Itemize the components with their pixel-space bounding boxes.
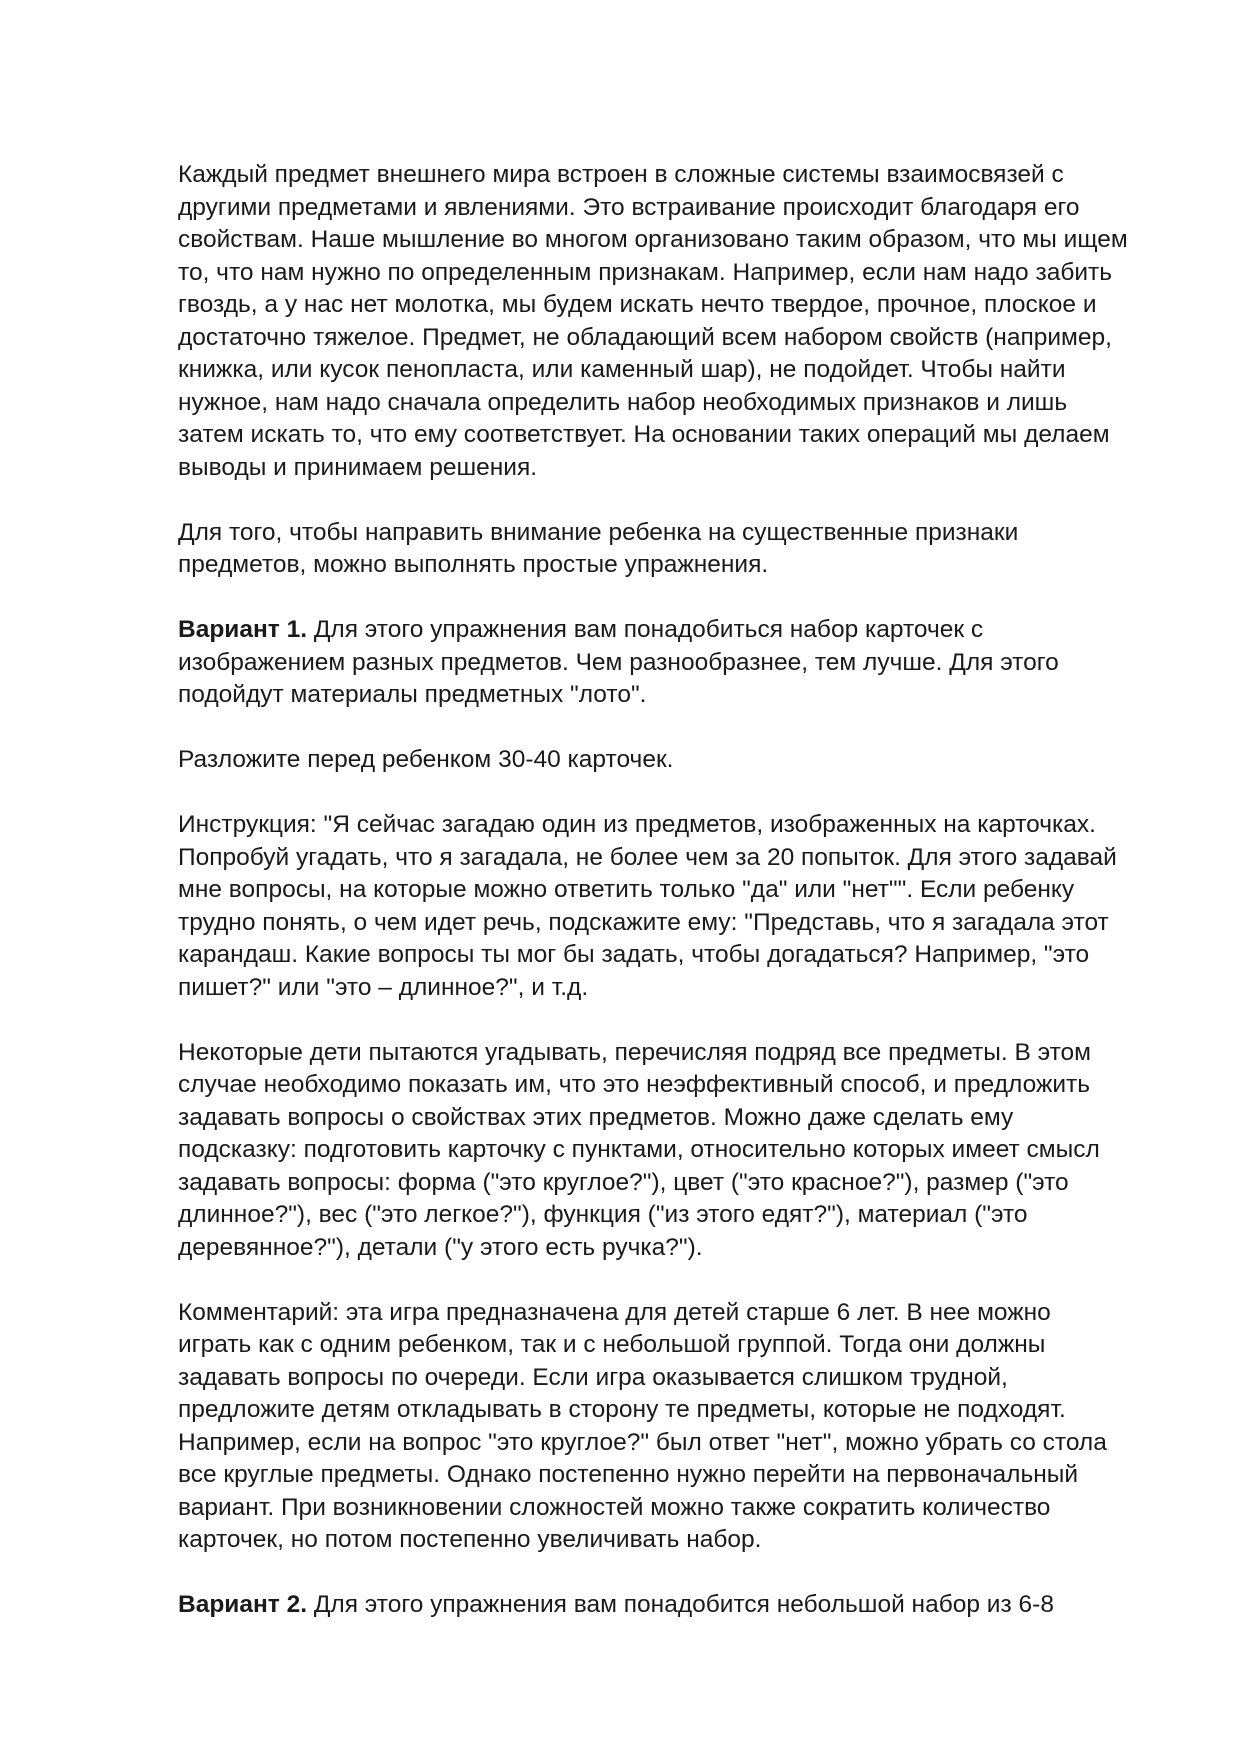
text-line: задавать вопросы по очереди. Если игра оказывается слишком трудной,: [178, 1363, 1008, 1391]
paragraph-spacer: [178, 777, 1168, 810]
text-run: Для этого упражнения вам понадобиться набор карточек с: [307, 616, 984, 643]
text-line: задавать вопросы о свойствах этих предметов. Можно даже сделать ему: [178, 1103, 1014, 1131]
text-line: карандаш. Какие вопросы ты мог бы задать, чтобы догадаться? Например, "это: [178, 941, 1090, 968]
text-line: случае необходимо показать им, что это неэффективный способ, и предложить: [178, 1071, 1091, 1098]
text-line: все круглые предметы. Однако постепенно нужно перейти на первоначальный: [178, 1461, 1079, 1488]
text-line: Инструкция: "Я сейчас загадаю один из предметов, изображенных на карточках.: [178, 811, 1096, 838]
text-line: выводы и принимаем решения.: [178, 453, 538, 481]
paragraph: [178, 159, 1168, 484]
text-line: карточек, но потом постепенно увеличивать набор.: [178, 1526, 762, 1553]
text-line: Комментарий: эта игра предназначена для детей старше 6 лет. В нее можно: [178, 1298, 1051, 1326]
text-line: вариант. При возникновении сложностей можно также сократить количество: [178, 1493, 1051, 1521]
text-line: Разложите перед ребенком 30-40 карточек.: [178, 746, 674, 773]
text-line: книжка, или кусок пенопласта, или каменный шар), не подойдет. Чтобы найти: [178, 356, 1066, 383]
variant-heading: Вариант 1.: [178, 616, 308, 643]
text-line: Попробуй угадать, что я загадала, не более чем за 20 попыток. Для этого задавай: [178, 843, 1117, 871]
text-line: изображением разных предметов. Чем разнообразнее, тем лучше. Для этого: [178, 648, 1059, 676]
paragraph-commentary: [178, 1297, 1168, 1557]
text-line: другими предметами и явлениями. Это встраивание происходит благодаря его: [178, 193, 1080, 221]
paragraph-variant-2: [178, 1589, 1168, 1622]
text-line: пишет?" или "это – длинное?", и т.д.: [178, 973, 589, 1001]
text-line: [178, 614, 1168, 647]
paragraph-spacer: [178, 582, 1168, 615]
text-line: играть как с одним ребенком, так и с небольшой группой. Тогда они должны: [178, 1331, 1046, 1358]
text-line: Например, если на вопрос "это круглое?" был ответ "нет", можно убрать со стола: [178, 1428, 1107, 1456]
text-line: достаточно тяжелое. Предмет, не обладающий всем набором свойств (например,: [178, 323, 1112, 351]
document-body: [178, 159, 1168, 1622]
paragraph-spacer: [178, 1557, 1168, 1590]
text-line: задавать вопросы: форма ("это круглое?"), цвет ("это красное?"), размер ("это: [178, 1168, 1069, 1196]
text-line: гвоздь, а у нас нет молотка, мы будем искать нечто твердое, прочное, плоское и: [178, 291, 1097, 318]
text-line: Некоторые дети пытаются угадывать, перечисляя подряд все предметы. В этом: [178, 1038, 1091, 1066]
paragraph-variant-1: [178, 614, 1168, 712]
text-line: предложите детям откладывать в сторону те предметы, которые не подходят.: [178, 1396, 1066, 1423]
text-line: подойдут материалы предметных "лото".: [178, 681, 647, 708]
paragraph-spacer: [178, 1264, 1168, 1297]
text-run: Для этого упражнения вам понадобится небольшой набор из 6-8: [307, 1591, 1054, 1618]
text-line: Каждый предмет внешнего мира встроен в сложные системы взаимосвязей с: [178, 161, 1064, 188]
text-line: Для того, чтобы направить внимание ребенка на существенные признаки: [178, 518, 1019, 546]
text-line: длинное?"), вес ("это легкое?"), функция ("из этого едят?"), материал ("это: [178, 1201, 1028, 1228]
text-line: мне вопросы, на которые можно ответить только "да" или "нет"". Если ребенку: [178, 876, 1075, 903]
paragraph: [178, 517, 1168, 582]
text-line: подсказку: подготовить карточку с пунктами, относительно которых имеет смысл: [178, 1136, 1100, 1163]
text-line: трудно понять, о чем идет речь, подскажите ему: "Представь, что я загадала этот: [178, 908, 1109, 936]
text-line: [178, 1589, 1168, 1622]
text-line: деревянное?"), детали ("у этого есть ручка?").: [178, 1233, 703, 1261]
text-line: предметов, можно выполнять простые упражнения.: [178, 551, 769, 578]
text-line: затем искать то, что ему соответствует. На основании таких операций мы делаем: [178, 421, 1110, 448]
text-line: нужное, нам надо сначала определить набор необходимых признаков и лишь: [178, 388, 1068, 416]
text-line: свойствам. Наше мышление во многом организовано таким образом, что мы ищем: [178, 226, 1128, 253]
paragraph-spacer: [178, 484, 1168, 517]
paragraph: [178, 1037, 1168, 1265]
paragraph-instruction: [178, 809, 1168, 1004]
variant-heading: Вариант 2.: [178, 1591, 308, 1618]
paragraph-spacer: [178, 1004, 1168, 1037]
text-line: то, что нам нужно по определенным признакам. Например, если нам надо забить: [178, 258, 1113, 286]
paragraph: [178, 744, 1168, 777]
paragraph-spacer: [178, 712, 1168, 745]
